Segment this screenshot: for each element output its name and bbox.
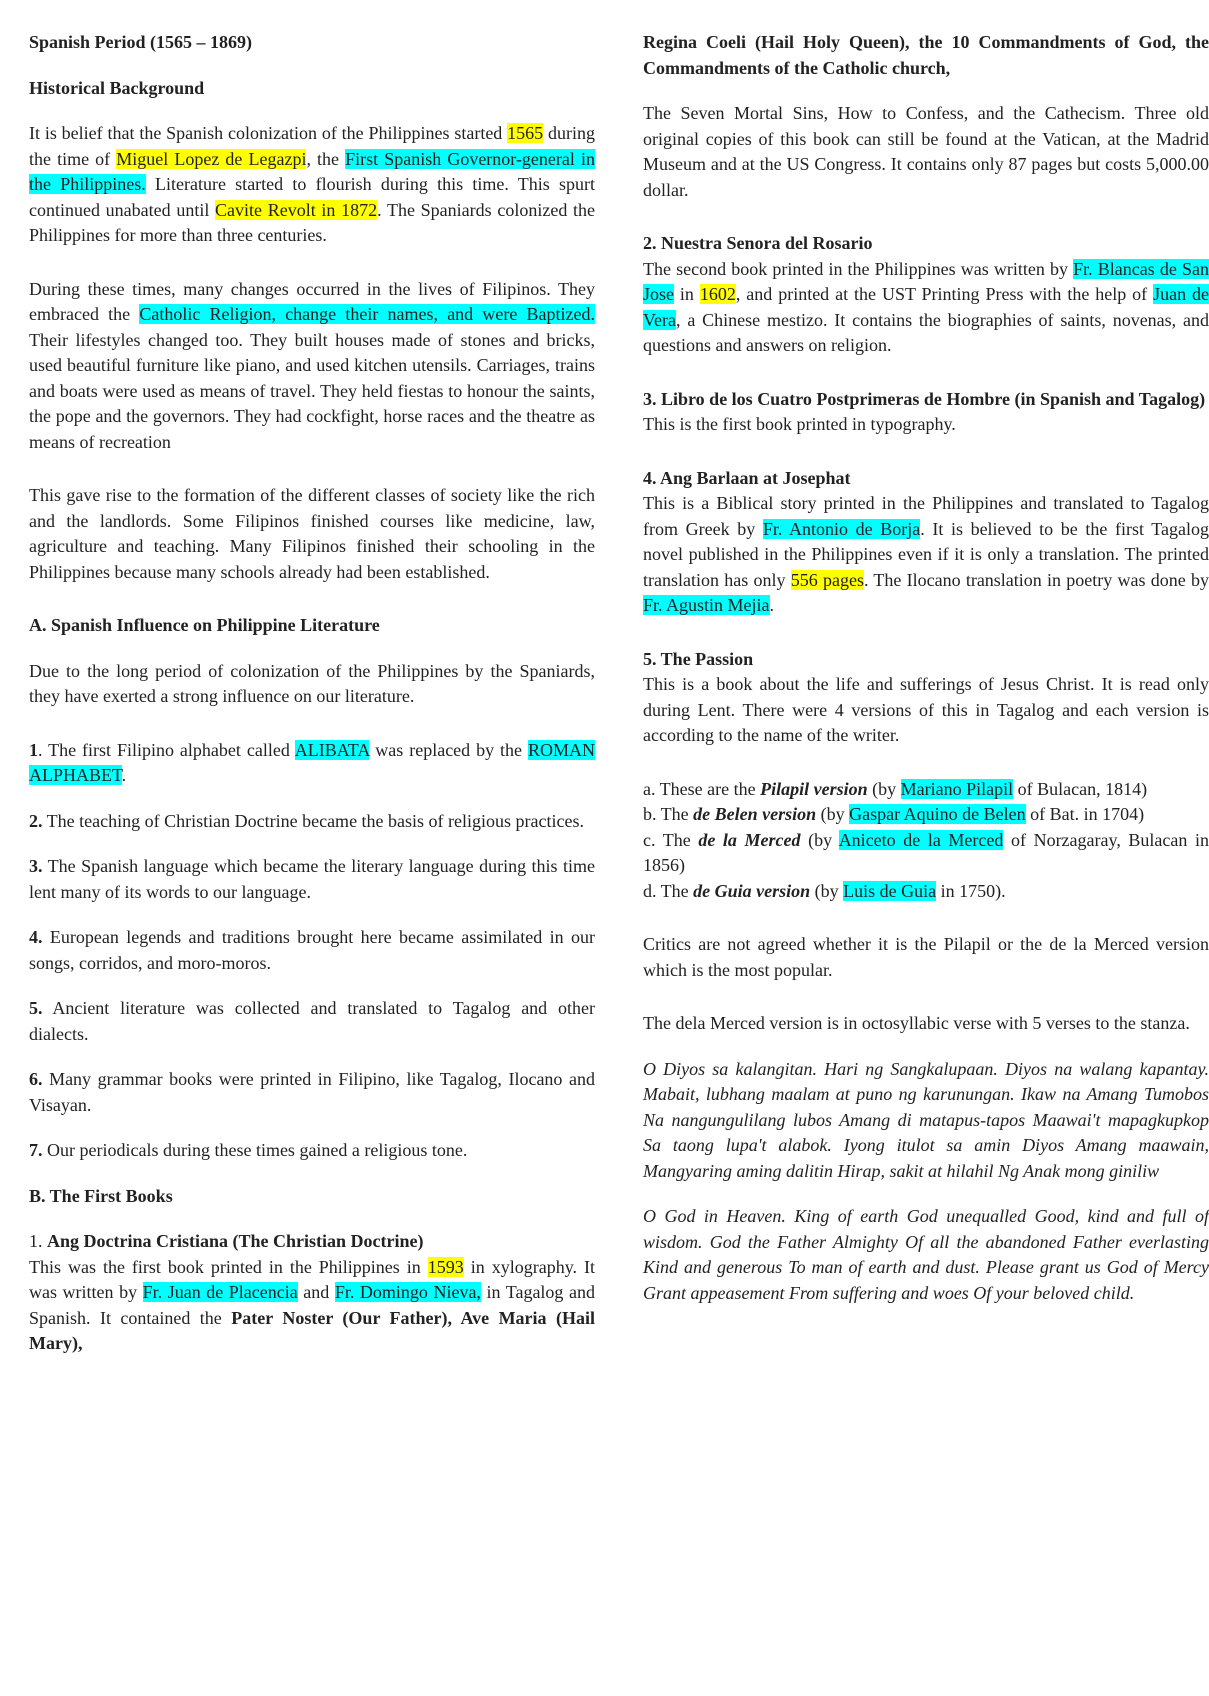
paragraph-influence: Due to the long period of colonization of the Philippines by the Spaniards, they have exerted a strong influence on our literature. bbox=[29, 660, 595, 706]
influence-item-4: 4. European legends and traditions brought here became assimilated in our songs, corridos, and moro-moros. bbox=[29, 927, 595, 973]
version-c: c. The de la Merced (by Aniceto de la Merced of Norzagaray, Bulacan in 1856) bbox=[643, 829, 1209, 875]
highlight-1565: 1565 bbox=[507, 123, 544, 143]
left-column bbox=[29, 30, 595, 1357]
right-column bbox=[643, 30, 1209, 1306]
book-5-passion: 5. The Passion This is a book about the life and sufferings of Jesus Christ. It is read only during Lent. There were 4 versions of this in Tagalog and each version is according to the name of the writer. bbox=[643, 648, 1209, 745]
highlight-de-belen: Gaspar Aquino de Belen bbox=[849, 804, 1026, 824]
paragraph-changes: During these times, many changes occurred in the lives of Filipinos. They embraced the Catholic Religion, change their names, and were Baptized. Their lifestyles changed too. They built houses made of stones and bricks, used beautiful furniture like piano, and used kitchen utensils. Carriages, trains and boats were used as means of travel. They held fiestas to honour the saints, the pope and the governors. They had cockfight, horse races and the theatre as means of recreation bbox=[29, 278, 595, 452]
poem-english: O God in Heaven. King of earth God unequalled Good, kind and full of wisdom. God the Father Almighty Of all the abandoned Father everlasting Kind and generous To man of earth and dust. Please grant us God of Mercy Grant appeasement From suffering and woes Of your beloved child. bbox=[643, 1206, 1209, 1303]
book-3-libro: 3. Libro de los Cuatro Postprimeras de Hombre (in Spanish and Tagalog) This is the first book printed in typography. bbox=[643, 388, 1206, 434]
highlight-borja: Fr. Antonio de Borja bbox=[762, 518, 921, 539]
highlight-nieva: Fr. Domingo Nieva, bbox=[334, 1282, 481, 1302]
book-2-nuestra-senora: 2. Nuestra Senora del Rosario The second book printed in the Philippines was written by Fr. Blancas de San Jose in 1602, and printed at the UST Printing Press with the help of Juan de Vera, a Chinese mestizo. It contains the biographies of saints, novenas, and questions and answers on religion. bbox=[643, 233, 1209, 355]
highlight-de-la-merced: Aniceto de la Merced bbox=[838, 829, 1004, 850]
highlight-1602: 1602 bbox=[699, 284, 736, 304]
page-title: Spanish Period (1565 – 1869) bbox=[29, 32, 253, 52]
version-d: d. The de Guia version (by Luis de Guia in 1750). bbox=[643, 880, 1006, 901]
paragraph-colonization: It is belief that the Spanish colonization of the Philippines started 1565 during the time of Miguel Lopez de Legazpi, the First Spanish Governor-general in the Philippines. Literature started to flourish during this time. This spurt continued unabated until Cavite Revolt in 1872. The Spaniards colonized the Philippines for more than three centuries. bbox=[29, 123, 596, 245]
poem-tagalog: O Diyos sa kalangitan. Hari ng Sangkalupaan. Diyos na walang kapantay. Mabait, lubhang maalam at puno ng karunungan. Ikaw na Amang Tumobos Na nangungulilang lubos Amang di matapus-tapos Maawai't mapagkupkop Sa taong lupa't alabok. Iyong itulot sa amin Diyos Amang maawain, Mangyaring aming dalitin Hirap, sakit at hilahil Ng Anak mong giniliw bbox=[643, 1058, 1209, 1181]
section-a-heading: A. Spanish Influence on Philippine Literature bbox=[29, 615, 380, 635]
book-1-doctrina: 1. Ang Doctrina Cristiana (The Christian Doctrine) This was the first book printed in the Philippines in 1593 in xylography. It was written by Fr. Juan de Placencia and Fr. Domingo Nieva, in Tagalog and Spanish. It contained the Pater Noster (Our Father), Ave Maria (Hail Mary), bbox=[29, 1231, 595, 1353]
highlight-juan-de-vera: Juan de Vera bbox=[643, 284, 1209, 330]
section-b-heading: B. The First Books bbox=[29, 1185, 173, 1206]
version-b: b. The de Belen version (by Gaspar Aquino de Belen of Bat. in 1704) bbox=[643, 804, 1145, 824]
highlight-legazpi: Miguel Lopez de Legazpi bbox=[116, 148, 307, 169]
influence-item-5: 5. Ancient literature was collected and translated to Tagalog and other dialects. bbox=[29, 998, 595, 1044]
book-1-continued-text: The Seven Mortal Sins, How to Confess, and the Cathecism. Three old original copies of this book can still be found at the Vatican, at the Madrid Museum and at the US Congress. It contains only 87 pages but costs 5,000.00 dollar. bbox=[643, 103, 1209, 200]
paragraph-dela-merced: The dela Merced version is in octosyllabic verse with 5 verses to the stanza. bbox=[643, 1013, 1190, 1033]
book-1-continued-bold: Regina Coeli (Hail Holy Queen), the 10 Commandments of God, the Commandments of the Catholic church, bbox=[643, 32, 1209, 78]
highlight-1593: 1593 bbox=[427, 1256, 464, 1277]
highlight-catholic-religion: Catholic Religion, change their names, and were Baptized. bbox=[139, 304, 595, 324]
book-4-barlaan: 4. Ang Barlaan at Josephat This is a Biblical story printed in the Philippines and translated to Tagalog from Greek by Fr. Antonio de Borja. It is believed to be the first Tagalog novel published in the Philippines even if it is only a translation. The printed translation has only 556 pages. The Ilocano translation in poetry was done by Fr. Agustin Mejia. bbox=[643, 467, 1209, 615]
version-a: a. These are the Pilapil version (by Mariano Pilapil of Bulacan, 1814) bbox=[643, 778, 1148, 799]
influence-item-3: 3. The Spanish language which became the literary language during this time lent many of its words to our language. bbox=[29, 856, 595, 902]
highlight-556-pages: 556 pages bbox=[790, 569, 864, 590]
highlight-governor-general: First Spanish Governor-general in the Philippines. bbox=[29, 148, 595, 194]
influence-item-1: 1. The first Filipino alphabet called ALIBATA was replaced by the ROMAN ALPHABET. bbox=[29, 739, 596, 785]
highlight-mejia: Fr. Agustin Mejia bbox=[643, 595, 770, 615]
highlight-cavite-revolt: Cavite Revolt in 1872 bbox=[215, 199, 378, 220]
influence-item-2: 2. The teaching of Christian Doctrine became the basis of religious practices. bbox=[29, 810, 584, 831]
highlight-blancas: Fr. Blancas de San Jose bbox=[643, 258, 1209, 304]
highlight-roman-alphabet: ROMAN ALPHABET bbox=[29, 739, 596, 785]
highlight-de-guia: Luis de Guia bbox=[843, 880, 937, 901]
influence-item-7: 7. Our periodicals during these times gained a religious tone. bbox=[29, 1140, 468, 1160]
paragraph-classes: This gave rise to the formation of the different classes of society like the rich and the landlords. Some Filipinos finished courses like medicine, law, agriculture and teaching. Many Filipinos finished their schooling in the Philippines because many schools already had been established. bbox=[29, 485, 595, 582]
section-historical-background: Historical Background bbox=[29, 77, 205, 98]
paragraph-critics: Critics are not agreed whether it is the Pilapil or the de la Merced version which is the most popular. bbox=[643, 934, 1209, 980]
influence-item-6: 6. Many grammar books were printed in Filipino, like Tagalog, Ilocano and Visayan. bbox=[29, 1069, 595, 1115]
highlight-alibata: ALIBATA bbox=[294, 739, 370, 760]
highlight-pilapil: Mariano Pilapil bbox=[900, 778, 1014, 799]
passion-versions bbox=[643, 777, 1209, 905]
highlight-placencia: Fr. Juan de Placencia bbox=[142, 1282, 298, 1302]
